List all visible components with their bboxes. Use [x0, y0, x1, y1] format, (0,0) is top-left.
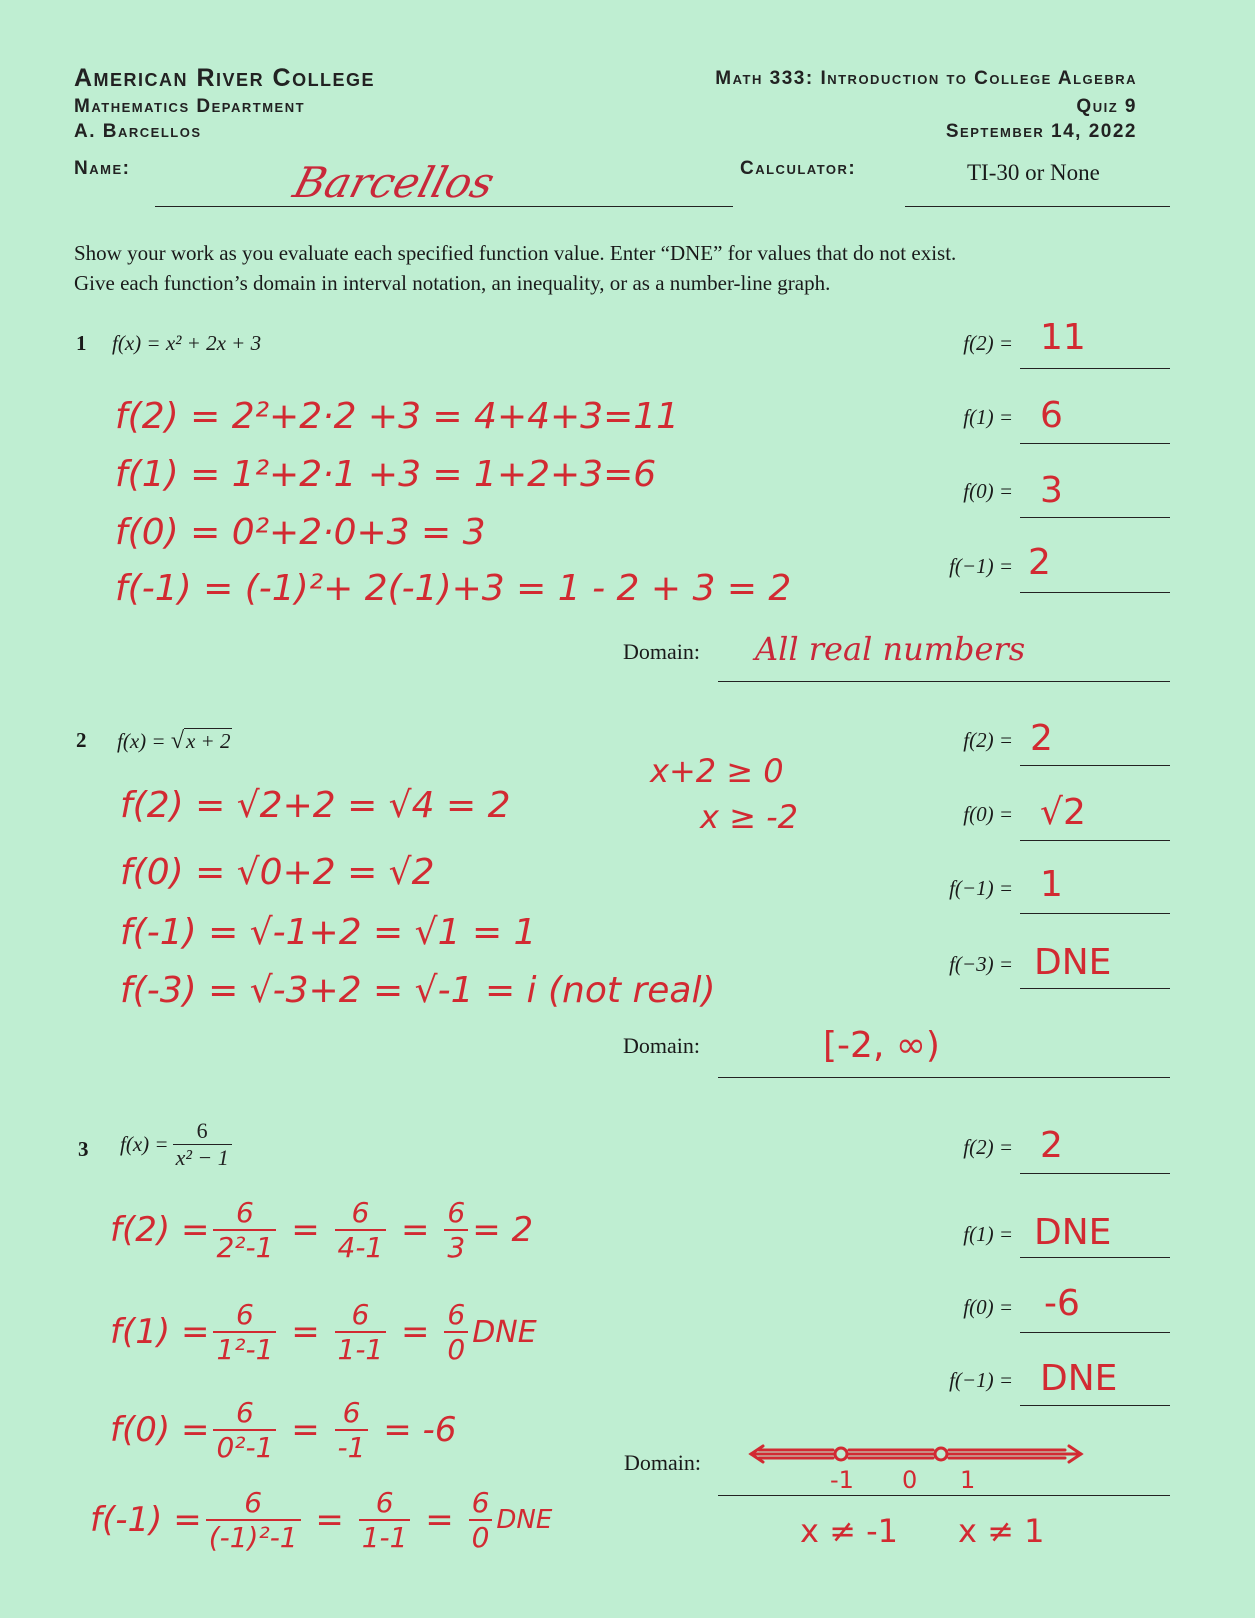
answer-value: 3	[1040, 470, 1063, 511]
work-line: f(0) = √0+2 = √2	[120, 852, 435, 893]
domain-label: Domain:	[624, 1450, 701, 1475]
calculator-value: TI-30 or None	[967, 160, 1100, 185]
college-name: American River College	[74, 64, 376, 92]
domain-inequality: x ≠ 1	[958, 1512, 1045, 1550]
work-line: f(1) = 1²+2·1 +3 = 1+2+3=6	[115, 454, 657, 495]
answer-label: f(−1) =	[949, 876, 1013, 900]
open-point-one	[935, 1448, 947, 1460]
instruction-line-2: Give each function’s domain in interval notation, an inequality, or as a number-line graph.	[74, 271, 831, 295]
answer-line	[1020, 368, 1170, 369]
work-line: f(2) = √2+2 = √4 = 2	[120, 785, 511, 826]
problem-function: f(x) = √x + 2	[117, 728, 231, 754]
answer-line	[1020, 1257, 1170, 1258]
work-line: f(1) = $\frac{6}{\text{1²-1}}$ = $\frac{6}{1-1}$ = $\frac{6}{0}$ DNE	[110, 1298, 537, 1366]
quiz-number: Quiz 9	[1076, 96, 1137, 117]
domain-line	[718, 681, 1170, 682]
domain-inequality: x ≠ -1	[800, 1512, 898, 1550]
answer-value: 2	[1040, 1125, 1063, 1166]
answer-label: f(−1) =	[949, 554, 1013, 578]
answer-label: f(2) =	[963, 331, 1013, 355]
answer-label: f(0) =	[963, 479, 1013, 503]
work-line: f(2) = $\frac{6}{\text{2²-1}}$ = $\frac{6}{4-1}$ = $\frac{6}{3}$ = 2	[110, 1196, 534, 1264]
answer-value: DNE	[1040, 1358, 1118, 1399]
function-denominator: x² − 1	[175, 1145, 229, 1170]
side-work: x+2 ≥ 0	[650, 752, 784, 790]
work-line: f(0) = 0²+2·0+3 = 3	[115, 512, 486, 553]
domain-line	[718, 1077, 1170, 1078]
work-line: f(-1) = (-1)²+ 2(-1)+3 = 1 - 2 + 3 = 2	[115, 568, 792, 609]
answer-line	[1020, 840, 1170, 841]
name-line	[155, 206, 733, 207]
work-line: f(-1) = √-1+2 = √1 = 1	[120, 912, 537, 953]
answer-value: -6	[1044, 1283, 1080, 1324]
answer-value: √2	[1040, 792, 1086, 833]
course-title: Math 333: Introduction to College Algebra	[715, 68, 1137, 89]
answer-label: f(−3) =	[949, 952, 1013, 976]
answer-value: 1	[1040, 864, 1063, 905]
answer-value: DNE	[1034, 942, 1112, 983]
problem-function: f(x) = x² + 2x + 3	[112, 331, 262, 355]
answer-line	[1020, 988, 1170, 989]
answer-line	[1020, 517, 1170, 518]
radical-sign: √	[170, 728, 184, 754]
work-line: f(-3) = √-3+2 = √-1 = i (not real)	[120, 970, 716, 1011]
instructor: A. Barcellos	[74, 121, 202, 142]
domain-line	[718, 1495, 1170, 1496]
answer-line	[1020, 443, 1170, 444]
work-line: f(-1) = $\frac{6}{\text{(-1)²-1}}$ = $\frac{6}{1-1}$ = $\frac{6}{0}$ DNE	[90, 1486, 553, 1554]
problem-number: 3	[78, 1137, 89, 1161]
answer-label: f(2) =	[963, 728, 1013, 752]
calculator-label: Calculator:	[740, 158, 857, 179]
tick-label: 1	[960, 1466, 976, 1494]
problem-function: f(x) = $\frac{6}{\text{x² − 1}}$	[120, 1118, 236, 1171]
answer-value: 2	[1030, 718, 1053, 759]
answer-line	[1020, 1405, 1170, 1406]
tick-label: 0	[902, 1466, 918, 1494]
name-label: Name:	[74, 158, 131, 179]
answer-label: f(0) =	[963, 802, 1013, 826]
open-point-neg-one	[835, 1448, 847, 1460]
domain-label: Domain:	[623, 1033, 700, 1058]
calculator-line	[905, 206, 1170, 207]
domain-label: Domain:	[623, 639, 700, 664]
answer-value: 11	[1040, 317, 1086, 358]
answer-value: 2	[1028, 542, 1051, 583]
function-numerator: 6	[173, 1118, 232, 1145]
answer-label: f(0) =	[963, 1295, 1013, 1319]
domain-answer: All real numbers	[755, 630, 1026, 668]
answer-value: DNE	[1034, 1212, 1112, 1253]
answer-label: f(1) =	[963, 405, 1013, 429]
answer-line	[1020, 1332, 1170, 1333]
answer-value: 6	[1040, 395, 1063, 436]
instruction-line-1: Show your work as you evaluate each specified function value. Enter “DNE” for values that do not exist.	[74, 241, 957, 265]
answer-label: f(1) =	[963, 1222, 1013, 1246]
answer-line	[1020, 1173, 1170, 1174]
problem-number: 2	[76, 728, 87, 752]
work-line: f(2) = 2²+2·2 +3 = 4+4+3=11	[115, 396, 680, 437]
answer-line	[1020, 913, 1170, 914]
radicand: x + 2	[185, 729, 231, 753]
side-work: x ≥ -2	[700, 798, 798, 836]
answer-label: f(−1) =	[949, 1368, 1013, 1392]
problem-number: 1	[76, 331, 87, 355]
student-name: Barcellos	[288, 158, 500, 207]
tick-label: -1	[830, 1466, 854, 1494]
quiz-date: September 14, 2022	[945, 121, 1137, 142]
domain-answer: [-2, ∞)	[823, 1025, 940, 1066]
answer-line	[1020, 765, 1170, 766]
answer-label: f(2) =	[963, 1135, 1013, 1159]
answer-line	[1020, 592, 1170, 593]
domain-number-line	[745, 1438, 1090, 1472]
work-line: f(0) = $\frac{6}{\text{0²-1}}$ = $\frac{6}{-1}$ = -6	[110, 1396, 457, 1464]
department: Mathematics Department	[74, 96, 306, 117]
